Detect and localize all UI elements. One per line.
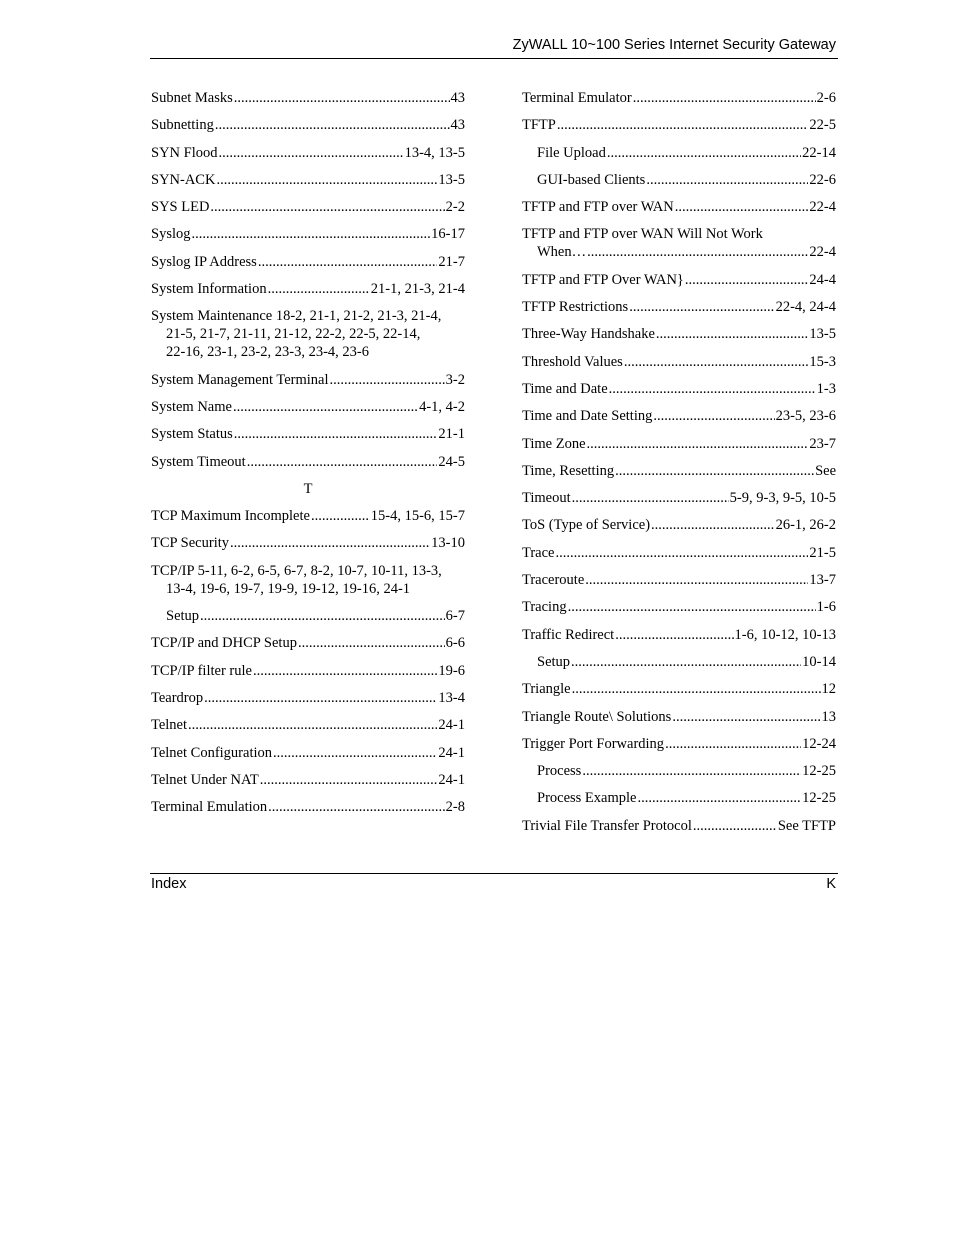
index-entry-line bbox=[151, 534, 465, 552]
dot-leader bbox=[247, 453, 438, 471]
index-entry-line bbox=[522, 325, 836, 343]
index-entry-line bbox=[522, 680, 836, 698]
dot-leader bbox=[233, 398, 418, 416]
index-entry-pages: 15-3 bbox=[809, 353, 836, 370]
dot-leader bbox=[646, 171, 808, 189]
dot-leader bbox=[258, 253, 438, 271]
dot-leader bbox=[615, 462, 814, 480]
dot-leader bbox=[215, 116, 450, 134]
index-entry-line bbox=[522, 407, 836, 425]
index-entry-line bbox=[151, 144, 465, 162]
index-entry-term: SYN-ACK bbox=[151, 171, 216, 188]
index-entry-line bbox=[537, 789, 836, 807]
dot-leader bbox=[572, 680, 821, 698]
index-entry-pages: 15-4, 15-6, 15-7 bbox=[370, 508, 465, 525]
index-entry-continuation bbox=[522, 243, 836, 261]
index-entry-line bbox=[522, 489, 836, 507]
index-entry bbox=[522, 680, 836, 698]
index-column-left bbox=[151, 89, 465, 825]
index-entry bbox=[151, 507, 465, 525]
index-entry-term: GUI-based Clients bbox=[537, 171, 646, 188]
dot-leader bbox=[637, 789, 801, 807]
index-entry-pages: 13-7 bbox=[809, 572, 836, 589]
dot-leader bbox=[572, 489, 729, 507]
index-entry-line bbox=[522, 571, 836, 589]
index-entry-pages: 22-4, 24-4 bbox=[775, 299, 836, 316]
index-subentry bbox=[522, 789, 836, 807]
dot-leader bbox=[633, 89, 816, 107]
index-entry-pages: 23-5, 23-6 bbox=[775, 408, 836, 425]
index-entry-pages: 24-1 bbox=[438, 744, 465, 761]
index-entry-line bbox=[151, 398, 465, 416]
index-entry-term: TCP/IP and DHCP Setup bbox=[151, 635, 297, 652]
index-entry-pages: 6-6 bbox=[445, 635, 465, 652]
index-entry-pages: 1-3 bbox=[816, 380, 836, 397]
index-subentry bbox=[151, 607, 465, 625]
index-entry-pages: 43 bbox=[450, 90, 465, 106]
dot-leader bbox=[260, 771, 438, 789]
index-subentry bbox=[522, 762, 836, 780]
index-entry-term: Teardrop bbox=[151, 689, 204, 706]
dot-leader bbox=[200, 607, 445, 625]
index-entry-pages: 22-4 bbox=[809, 199, 836, 216]
index-entry bbox=[522, 116, 836, 134]
index-entry bbox=[151, 371, 465, 389]
index-entry bbox=[522, 489, 836, 507]
index-entry-line bbox=[522, 353, 836, 371]
index-entry-line bbox=[522, 298, 836, 316]
index-entry-term: SYS LED bbox=[151, 199, 210, 216]
dot-leader bbox=[585, 571, 808, 589]
index-entry-line bbox=[166, 607, 465, 625]
index-entry bbox=[522, 353, 836, 371]
index-entry-line bbox=[151, 662, 465, 680]
index-entry bbox=[522, 198, 836, 216]
index-entry-line bbox=[151, 798, 465, 816]
index-entry bbox=[151, 198, 465, 216]
footer-page-number: K bbox=[826, 876, 836, 892]
dot-leader bbox=[629, 298, 774, 316]
index-entry-line: 13-4, 19-6, 19-7, 19-9, 19-12, 19-16, 24-1 bbox=[166, 580, 411, 597]
index-entry-line bbox=[522, 817, 836, 835]
index-entry-line bbox=[151, 198, 465, 216]
index-entry bbox=[151, 398, 465, 416]
index-entry-pages: 16-17 bbox=[431, 226, 465, 243]
index-entry-term: TCP Security bbox=[151, 535, 230, 552]
index-entry-term: Telnet bbox=[151, 717, 188, 734]
index-entry-term: System Management Terminal bbox=[151, 371, 329, 388]
dot-leader bbox=[693, 817, 777, 835]
index-entry-line bbox=[151, 689, 465, 707]
index-entry-line bbox=[151, 771, 465, 789]
dot-leader bbox=[582, 762, 801, 780]
index-entry-line bbox=[522, 708, 836, 726]
index-entry-line bbox=[151, 280, 465, 298]
index-entry-pages: 12-24 bbox=[802, 735, 836, 752]
index-entry bbox=[151, 307, 465, 361]
index-entry-term: TFTP Restrictions bbox=[522, 299, 629, 316]
index-entry-term: Traffic Redirect bbox=[522, 626, 615, 643]
index-entry-term-cont: When… bbox=[537, 244, 587, 261]
index-entry-line bbox=[151, 425, 465, 443]
index-entry-term: Process Example bbox=[537, 790, 637, 807]
dot-leader bbox=[204, 689, 437, 707]
index-entry bbox=[151, 798, 465, 816]
index-entry-line bbox=[522, 89, 836, 107]
index-entry-term: Setup bbox=[166, 608, 200, 625]
index-entry bbox=[151, 253, 465, 271]
dot-leader bbox=[330, 371, 445, 389]
index-entry-term: Telnet Under NAT bbox=[151, 771, 259, 788]
index-entry-pages: 2-8 bbox=[445, 799, 465, 816]
dot-leader bbox=[651, 516, 775, 534]
index-entry-pages: 10-14 bbox=[802, 653, 836, 670]
index-entry bbox=[522, 380, 836, 398]
dot-leader bbox=[230, 534, 430, 552]
index-entry-term: System Information bbox=[151, 281, 267, 298]
index-entry-line: System Maintenance 18-2, 21-1, 21-2, 21-3, 21-4, bbox=[151, 308, 442, 325]
index-entry bbox=[522, 544, 836, 562]
index-entry-pages: 5-9, 9-3, 9-5, 10-5 bbox=[729, 490, 836, 507]
index-entry-pages: 24-4 bbox=[809, 271, 836, 288]
index-entry bbox=[151, 89, 465, 107]
index-entry-term: Tracing bbox=[522, 599, 567, 616]
index-entry-pages: 1-6, 10-12, 10-13 bbox=[734, 626, 836, 643]
index-entry-term: Terminal Emulation bbox=[151, 799, 268, 816]
index-entry-term: System Status bbox=[151, 426, 233, 443]
dot-leader bbox=[234, 425, 438, 443]
index-entry-term: TFTP and FTP over WAN bbox=[522, 199, 674, 216]
index-entry bbox=[151, 662, 465, 680]
index-entry bbox=[522, 225, 836, 261]
index-entry-line bbox=[151, 116, 465, 134]
index-entry-pages: 4-1, 4-2 bbox=[419, 398, 465, 415]
index-entry-pages: 43 bbox=[450, 117, 465, 134]
index-entry-line bbox=[522, 462, 836, 480]
index-entry-term: TFTP and FTP over WAN Will Not Work bbox=[522, 226, 763, 243]
dot-leader bbox=[557, 116, 809, 134]
page-footer bbox=[150, 873, 838, 894]
index-entry-term: Time and Date Setting bbox=[522, 408, 653, 425]
index-entry-term: Syslog bbox=[151, 226, 191, 243]
index-entry bbox=[522, 516, 836, 534]
dot-leader bbox=[192, 225, 431, 243]
index-entry-line bbox=[151, 634, 465, 652]
dot-leader bbox=[607, 144, 801, 162]
index-entry bbox=[151, 744, 465, 762]
index-entry-line: 21-5, 21-7, 21-11, 21-12, 22-2, 22-5, 22-14, bbox=[166, 326, 421, 343]
dot-leader bbox=[298, 634, 445, 652]
index-entry bbox=[151, 716, 465, 734]
index-entry-pages: 12-25 bbox=[802, 763, 836, 780]
index-entry-term: Time and Date bbox=[522, 380, 608, 397]
index-entry bbox=[151, 144, 465, 162]
index-entry-term: Threshold Values bbox=[522, 353, 623, 370]
index-entry-term: TFTP bbox=[522, 117, 556, 134]
index-entry-term: Triangle Route\ Solutions bbox=[522, 708, 672, 725]
index-entry-pages: 21-1 bbox=[438, 426, 465, 443]
index-subentry bbox=[522, 144, 836, 162]
index-entry-term: Subnetting bbox=[151, 117, 214, 134]
dot-leader bbox=[555, 544, 808, 562]
index-entry-pages: 23-7 bbox=[809, 435, 836, 452]
index-entry-term: Process bbox=[537, 763, 582, 780]
index-entry-line bbox=[537, 653, 836, 671]
index-letter-heading: T bbox=[303, 480, 313, 497]
dot-leader bbox=[656, 325, 809, 343]
index-entry-term: Trigger Port Forwarding bbox=[522, 735, 665, 752]
dot-leader bbox=[188, 716, 437, 734]
index-entry bbox=[151, 634, 465, 652]
index-entry-pages: 24-1 bbox=[438, 771, 465, 788]
index-entry-pages: 19-6 bbox=[438, 662, 465, 679]
index-entry-line bbox=[151, 89, 465, 107]
dot-leader bbox=[587, 243, 808, 261]
index-entry-pages: 6-7 bbox=[445, 608, 465, 625]
index-entry bbox=[522, 571, 836, 589]
dot-leader bbox=[675, 198, 809, 216]
index-entry bbox=[522, 462, 836, 480]
dot-leader bbox=[653, 407, 774, 425]
index-entry-term: Trivial File Transfer Protocol bbox=[522, 817, 692, 834]
index-entry-pages: 24-5 bbox=[438, 453, 465, 470]
index-entry-pages: 13-5 bbox=[438, 171, 465, 188]
index-entry-term: SYN Flood bbox=[151, 144, 218, 161]
index-entry-term: Traceroute bbox=[522, 572, 585, 589]
index-entry bbox=[151, 425, 465, 443]
index-entry-term: Three-Way Handshake bbox=[522, 326, 655, 343]
index-entry-line: 22-16, 23-1, 23-2, 23-3, 23-4, 23-6 bbox=[166, 344, 369, 361]
index-entry-line bbox=[537, 171, 836, 189]
index-entry-pages: 21-1, 21-3, 21-4 bbox=[370, 281, 465, 298]
index-entry-term: ToS (Type of Service) bbox=[522, 517, 651, 534]
index-entry bbox=[522, 708, 836, 726]
index-entry-pages: 1-6 bbox=[816, 599, 836, 616]
index-entry-line bbox=[537, 144, 836, 162]
dot-leader bbox=[624, 353, 809, 371]
index-entry-pages: See bbox=[815, 462, 836, 479]
index-entry-term: Triangle bbox=[522, 681, 571, 698]
index-entry-pages: 13 bbox=[821, 708, 836, 725]
index-entry-pages: 22-4 bbox=[809, 244, 836, 261]
index-entry-term: Subnet Masks bbox=[151, 90, 233, 106]
index-entry bbox=[522, 598, 836, 616]
index-entry bbox=[522, 626, 836, 644]
index-entry-pages: 13-10 bbox=[431, 535, 465, 552]
dot-leader bbox=[268, 798, 444, 816]
index-entry-term: Time Zone bbox=[522, 435, 586, 452]
footer-section: Index bbox=[151, 876, 187, 892]
index-entry-pages: 2-2 bbox=[445, 199, 465, 216]
index-entry-pages: 13-4, 13-5 bbox=[404, 144, 465, 161]
index-entry-term: Telnet Configuration bbox=[151, 744, 272, 761]
index-entry-term: Time, Resetting bbox=[522, 462, 615, 479]
index-entry-line bbox=[151, 371, 465, 389]
index-entry bbox=[151, 280, 465, 298]
index-entry-line bbox=[522, 598, 836, 616]
document-title: ZyWALL 10~100 Series Internet Security Gateway bbox=[512, 37, 836, 53]
index-entry-line bbox=[522, 380, 836, 398]
dot-leader bbox=[571, 653, 801, 671]
index-entry bbox=[522, 817, 836, 835]
index-entry-line bbox=[522, 516, 836, 534]
index-entry bbox=[522, 325, 836, 343]
index-entry-term: Trace bbox=[522, 544, 555, 561]
index-subentry bbox=[522, 653, 836, 671]
index-entry-pages: 22-6 bbox=[809, 171, 836, 188]
dot-leader bbox=[311, 507, 370, 525]
index-entry bbox=[151, 562, 465, 598]
index-entry-term: TCP Maximum Incomplete bbox=[151, 508, 310, 525]
index-entry bbox=[151, 171, 465, 189]
index-entry-pages: 12-25 bbox=[802, 790, 836, 807]
index-entry-line bbox=[522, 198, 836, 216]
index-entry bbox=[522, 89, 836, 107]
index-entry-line bbox=[151, 507, 465, 525]
dot-leader bbox=[234, 89, 450, 107]
index-entry-term: System Name bbox=[151, 398, 232, 415]
index-entry-term: Setup bbox=[537, 653, 571, 670]
dot-leader bbox=[253, 662, 437, 680]
index-entry-line bbox=[151, 253, 465, 271]
index-entry bbox=[522, 271, 836, 289]
index-entry-pages: 12 bbox=[821, 681, 836, 698]
index-entry bbox=[522, 298, 836, 316]
index-entry-line: TCP/IP 5-11, 6-2, 6-5, 6-7, 8-2, 10-7, 10-11, 13-3, bbox=[151, 562, 442, 579]
index-entry-line bbox=[537, 762, 836, 780]
index-entry-line bbox=[151, 171, 465, 189]
index-entry-pages: 3-2 bbox=[445, 371, 465, 388]
dot-leader bbox=[615, 626, 733, 644]
index-entry bbox=[522, 407, 836, 425]
index-entry bbox=[151, 453, 465, 471]
index-entry-line bbox=[522, 544, 836, 562]
index-entry-line bbox=[151, 453, 465, 471]
dot-leader bbox=[685, 271, 809, 289]
index-entry-term: System Timeout bbox=[151, 453, 246, 470]
index-entry-pages: See TFTP bbox=[777, 817, 836, 834]
index-entry-line bbox=[151, 744, 465, 762]
index-entry-pages: 22-5 bbox=[809, 117, 836, 134]
index-entry bbox=[151, 225, 465, 243]
index-entry-term: Syslog IP Address bbox=[151, 253, 257, 270]
dot-leader bbox=[672, 708, 820, 726]
index-entry-line bbox=[522, 626, 836, 644]
dot-leader bbox=[587, 435, 809, 453]
index-entry bbox=[522, 735, 836, 753]
index-entry-line bbox=[522, 271, 836, 289]
index-entry-pages: 21-5 bbox=[809, 544, 836, 561]
dot-leader bbox=[216, 171, 437, 189]
index-entry-pages: 24-1 bbox=[438, 717, 465, 734]
dot-leader bbox=[268, 280, 370, 298]
index-entry-line bbox=[151, 225, 465, 243]
page-header bbox=[150, 37, 838, 59]
index-entry-term: Terminal Emulator bbox=[522, 90, 632, 106]
dot-leader bbox=[568, 598, 816, 616]
index-entry bbox=[151, 771, 465, 789]
dot-leader bbox=[273, 744, 437, 762]
index-entry-line bbox=[522, 116, 836, 134]
index-entry-term: File Upload bbox=[537, 144, 606, 161]
index-entry-line bbox=[522, 735, 836, 753]
index-entry-line bbox=[522, 435, 836, 453]
index-entry-pages: 13-5 bbox=[809, 326, 836, 343]
index-entry-term: TCP/IP filter rule bbox=[151, 662, 252, 679]
index-entry-pages: 13-4 bbox=[438, 689, 465, 706]
index-entry-pages: 21-7 bbox=[438, 253, 465, 270]
index-column-right bbox=[522, 89, 836, 844]
index-entry bbox=[151, 689, 465, 707]
dot-leader bbox=[218, 144, 403, 162]
index-entry-pages: 2-6 bbox=[816, 90, 836, 106]
index-entry-term: TFTP and FTP Over WAN} bbox=[522, 271, 684, 288]
index-entry-line bbox=[151, 716, 465, 734]
index-entry bbox=[151, 116, 465, 134]
index-entry-term: Timeout bbox=[522, 490, 571, 507]
index-subentry bbox=[522, 171, 836, 189]
dot-leader bbox=[665, 735, 801, 753]
index-entry-pages: 26-1, 26-2 bbox=[775, 517, 836, 534]
dot-leader bbox=[210, 198, 444, 216]
index-entry-pages: 22-14 bbox=[802, 144, 836, 161]
dot-leader bbox=[609, 380, 816, 398]
index-entry bbox=[151, 534, 465, 552]
index-entry bbox=[522, 435, 836, 453]
